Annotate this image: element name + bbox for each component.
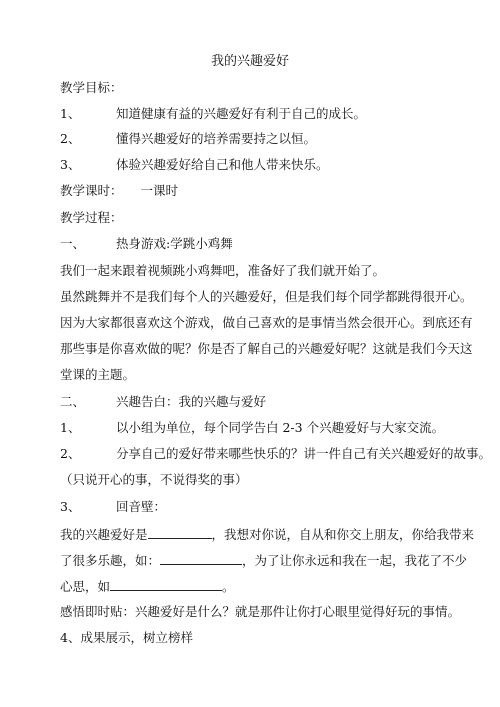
objective-number: 1、 (60, 106, 81, 121)
fill-blank[interactable] (110, 578, 222, 591)
period-line (60, 183, 178, 199)
paragraph-line: 因为大家都很喜欢这个游戏，做自己喜欢的是事情当然会很开心。到底还有 (60, 315, 473, 330)
objectives-heading: 教学目标： (60, 80, 123, 95)
objective-text: 知道健康有益的兴趣爱好有利于自己的成长。 (116, 106, 367, 121)
objective-text: 懂得兴趣爱好的培养需要持之以恒。 (116, 131, 317, 146)
fill-line (60, 552, 467, 569)
fill-blank[interactable] (148, 526, 212, 539)
objective-item (60, 131, 316, 147)
feeling-line: 感悟即时贴：兴趣爱好是什么？就是那件让你打心眼里觉得好玩的事情。 (60, 604, 461, 619)
document-title: 我的兴趣爱好 (210, 54, 289, 69)
step4-line: 4、成果展示，树立榜样 (60, 630, 193, 645)
step-text: 回音壁： (116, 499, 167, 514)
step-note: （只说开心的事，不说得奖的事） (60, 472, 248, 487)
paragraph-line: 虽然跳舞并不是我们每个人的兴趣爱好，但是我们每个同学都跳得很开心。 (60, 289, 473, 304)
objective-item (60, 106, 366, 122)
step-item (60, 420, 444, 436)
fill-text: 。 (222, 579, 235, 594)
objective-item (60, 157, 329, 173)
step-number: 3、 (60, 499, 81, 514)
fill-text: ，为了让你永远和我在一起，我花了不少 (242, 553, 468, 568)
fill-line (60, 526, 474, 543)
period-value: 一课时 (140, 183, 179, 198)
section-heading (60, 394, 266, 410)
step-number: 1、 (60, 420, 81, 435)
section-number: 二、 (60, 394, 86, 409)
fill-text: 心思，如 (60, 579, 111, 594)
fill-text: ，我想对你说，自从和你交上朋友，你给我带来 (211, 527, 475, 542)
section-number: 一、 (60, 236, 86, 251)
intro-line: 我们一起来跟着视频跳小鸡舞吧，准备好了我们就开始了。 (60, 263, 386, 278)
objective-number: 2、 (60, 131, 81, 146)
section-heading (60, 236, 233, 252)
fill-line (60, 578, 235, 595)
fill-text: 我的兴趣爱好是 (60, 527, 148, 542)
section-title: 热身游戏:学跳小鸡舞 (116, 236, 233, 251)
step-text: 以小组为单位，每个同学告白 2-3 个兴趣爱好与大家交流。 (116, 420, 445, 435)
fill-blank[interactable] (160, 552, 242, 565)
step-text: 分享自己的爱好带来哪些快乐的？讲一件自己有关兴趣爱好的故事。 (116, 446, 492, 461)
step-number: 2、 (60, 446, 81, 461)
paragraph-line: 堂课的主题。 (60, 367, 136, 382)
section-title: 兴趣告白：我的兴趣与爱好 (116, 394, 267, 409)
paragraph-line: 那些事是你喜欢做的呢？你是否了解自己的兴趣爱好呢？这就是我们今天这 (60, 341, 473, 356)
process-heading: 教学过程： (60, 210, 123, 225)
objective-text: 体验兴趣爱好给自己和他人带来快乐。 (116, 157, 329, 172)
step-item (60, 499, 166, 515)
fill-text: 了很多乐趣，如： (60, 553, 161, 568)
step-item (60, 446, 491, 462)
objective-number: 3、 (60, 157, 81, 172)
period-label: 教学课时： (60, 183, 123, 198)
